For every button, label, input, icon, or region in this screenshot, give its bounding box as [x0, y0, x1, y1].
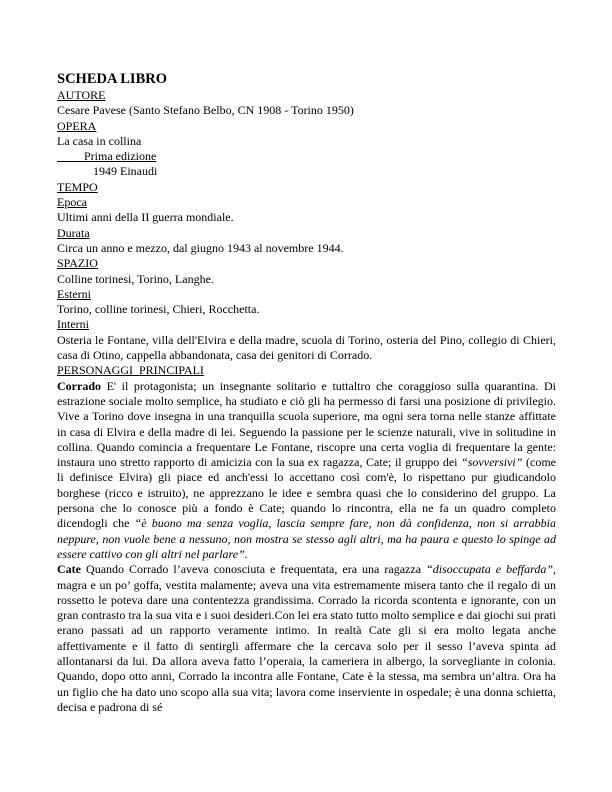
epoca-text: Ultimi anni della II guerra mondiale. — [57, 210, 234, 225]
interni-text: Osteria le Fontane, villa dell'Elvira e della madre, scuola di Torino, osteria del Pino, collegio di Chieri, casa di Otino, cappella abbandonata, casa dei genitori di Corrado. — [57, 332, 556, 363]
corrado-name: Corrado — [57, 378, 101, 393]
corrado-text-1: E' il protagonista; un insegnante solitario e tuttaltro che coraggioso sulla quarantina. Di estrazione sociale molto semplice, ha studiato e ciò gli ha permesso di farsi una posizione di privilegio. Vive a Torino dove insegna in una tranquilla scuola superiore, ma ogni sera torna nelle stanze affittate in casa di Elvira e della madre di lei. Seguendo la passione per le scienze naturali, vive in solitudine in collina. Quando comincia a frequentare Le Fontane, riscopre una certa voglia di frequentare la gente: instaura uno stretto rapporto di amicizia con la sua ex ragazza, Cate; il gruppo dei — [57, 378, 556, 470]
cate-paragraph — [57, 562, 556, 715]
esterni-text: Torino, colline torinesi, Chieri, Rocchetta. — [57, 302, 260, 317]
interni-heading: Interni — [57, 317, 89, 332]
prima-edizione-indent — [57, 149, 84, 163]
tempo-heading: TEMPO — [57, 179, 98, 194]
epoca-heading: Epoca — [57, 195, 87, 210]
durata-heading: Durata — [57, 225, 90, 240]
prima-edizione-text: 1949 Einaudi — [93, 164, 158, 179]
prima-edizione-row — [57, 149, 556, 164]
spazio-heading: SPAZIO — [57, 256, 98, 271]
durata-text: Circa un anno e mezzo, dal giugno 1943 al novembre 1944. — [57, 240, 344, 255]
corrado-paragraph — [57, 379, 556, 563]
personaggi-heading: PERSONAGGI PRINCIPALI — [57, 363, 204, 378]
corrado-text-2: (come li definisce Elvira) gli piace ed anch'essi lo accettano così com'è, lo rispettano pur giudicandolo borghese (ricco e istruito), ne apprezzano le idee e sembra quasi che lo considerino del gruppo. La persona che lo conosce più a fondo è Cate; quando lo rincontra, ella ne fa un quadro completo dicendogli che — [57, 455, 556, 531]
prima-edizione-label: Prima edizione — [84, 149, 157, 164]
corrado-italic-2: “è buono ma senza voglia, lascia sempre fare, non dà confidenza, non si arrabbia neppure, non vuole bene a nessuno, non mostra se stesso agli altri, ma ha paura e questo lo spinge ad essere cattivo con gli altri nel parlare”. — [57, 516, 556, 561]
opera-text: La casa in collina — [57, 133, 142, 148]
corrado-italic-1: “sovversivi” — [461, 455, 523, 470]
esterni-heading: Esterni — [57, 286, 91, 301]
document-body — [57, 70, 556, 715]
cate-name: Cate — [57, 562, 81, 577]
autore-text: Cesare Pavese (Santo Stefano Belbo, CN 1908 - Torino 1950) — [57, 103, 354, 118]
autore-heading: AUTORE — [57, 88, 106, 102]
document-title: SCHEDA LIBRO — [57, 71, 167, 87]
cate-text-1: Quando Corrado l’aveva conosciuta e frequentata, era una ragazza — [81, 562, 427, 577]
spazio-text: Colline torinesi, Torino, Langhe. — [57, 271, 214, 286]
opera-heading: OPERA — [57, 118, 97, 133]
cate-text-2: , magra e un po’ goffa, vestita malamente; aveva una vita estremamente misera tanto che il regalo di un rossetto le poteva dare una contentezza grandissima. Corrado la ricorda scontenta e ignorante, con un gran contrasto tra la sua vita e i suoi desideri.Con lei era stato tutto molto semplice e dai giochi sui prati erano passati ad un rapporto veramente intimo. In realtà Cate gli si era molto legata anche affettivamente e il fatto di sentirgli affermare che la cercava solo per il sesso l’aveva spinta ad allontanarsi da lui. Da allora aveva fatto l’operaia, la cameriera in albergo, la sorvegliante in colonia. Quando, dopo otto anni, Corrado la incontra alle Fontane, Cate è la stessa, ma sembra un’altra. Ora ha un figlio che ha dato uno scopo alla sua vita; lavora come inserviente in ospedale; è una donna schietta, decisa e padrona di sé — [57, 562, 556, 714]
cate-italic-1: “disoccupata e beffarda” — [426, 562, 553, 577]
